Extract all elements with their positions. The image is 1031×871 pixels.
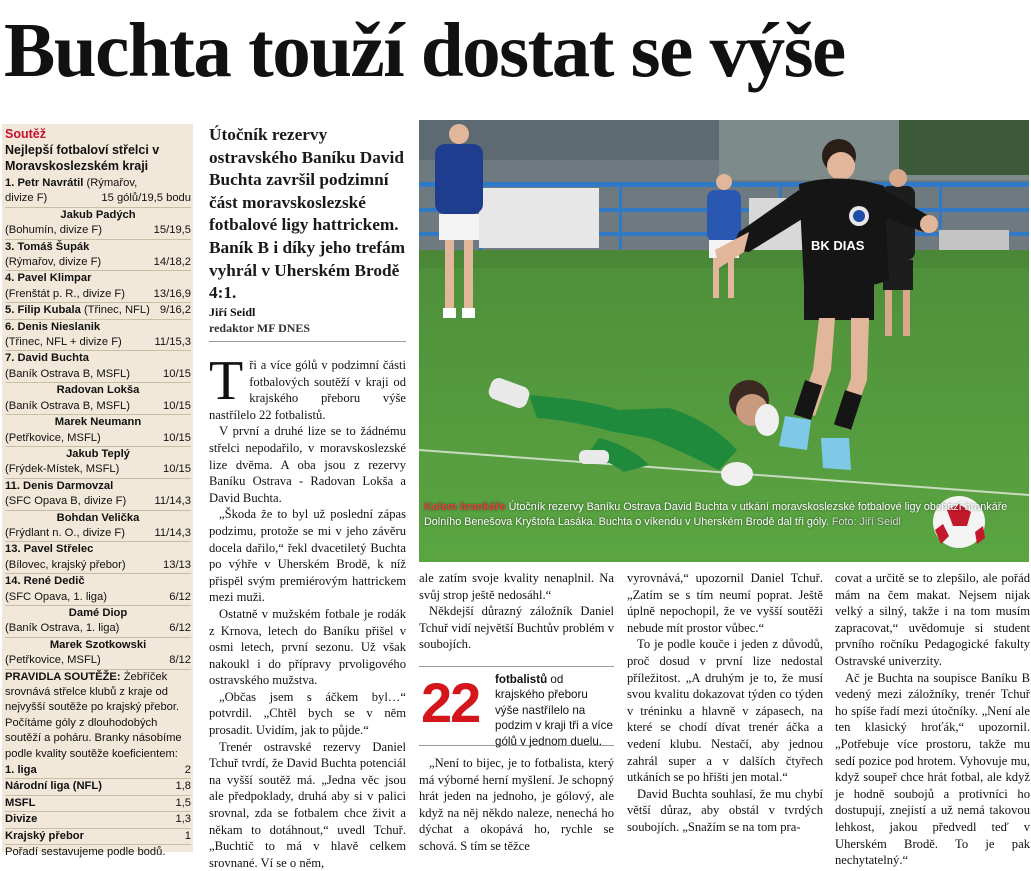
caption-lead: Kolem brankáře (424, 501, 506, 513)
scorer-entry (5, 606, 191, 638)
scorer-club: (Třinec, NFL) (80, 304, 150, 317)
scorer-name: 4. Pavel Klimpar (5, 272, 92, 285)
paragraph (209, 350, 406, 423)
byline (209, 304, 406, 336)
scorer-score: 6/12 (169, 590, 191, 603)
fact-number: 22 (421, 671, 480, 734)
rules-body: Żebříček srovnává střelce klubů z kraje od nejvyšší soutěže po krajský přebor. Počítáme góly z dlouhodobých soutěží a poháru. Branky násobíme podle kvality soutěže koeficientem: (5, 670, 182, 760)
coefficient-league: Národní liga (NFL) (5, 780, 102, 793)
scorer-entry (5, 574, 191, 606)
scorer-score: 10/15 (163, 367, 191, 380)
scorer-entry (5, 415, 191, 447)
paragraph: To je podle kouče i jeden z důvodů, proč dosud v první lize nedostal příležitost. „A druhým je to, že musí svou kvalitu dokazovat týden co týden v tréninku a hlavně v zápasech, na které se chodí dívat trenér áčka a vedení klubu. Nestačí, aby jednou zahrál super a v dalších čtyřech utkáních se po hřišti jen motal.“ (627, 637, 823, 785)
scorer-score: 13/13 (163, 558, 191, 571)
paragraph: „Škoda že to byl už poslední zápas podzimu, protože se mi v jeho závěru docela dařilo,“ řekl dvacetiletý Buchta po výhře v Uherském Brodě, k níž přispěl svým premiérovým hattrickem mezi muži. (209, 507, 406, 605)
coefficient-value: 2 (184, 764, 191, 777)
scorer-name: Damé Diop (68, 606, 128, 619)
scorer-club: (SFC Opava B, divize F) (5, 495, 127, 508)
scorers-sidebar (2, 124, 193, 859)
article-column-3 (627, 570, 823, 852)
scorer-entry (5, 638, 191, 670)
scorer-name: Marek Neumann (54, 416, 142, 429)
match-photo (419, 120, 1029, 562)
coefficient-value: 1,5 (175, 796, 191, 809)
scorer-score: 10/15 (163, 431, 191, 444)
scorer-entry (5, 208, 191, 240)
rules-heading: PRAVIDLA SOUTĚŽE: (5, 670, 121, 683)
sidebar-label: Soutěž (5, 127, 46, 141)
scorer-entry (5, 271, 191, 303)
scorer-entry (5, 176, 191, 208)
scorer-name: Jakub Padých (60, 208, 136, 221)
scorer-score: 11/14,3 (154, 526, 191, 539)
scorer-entry (5, 479, 191, 511)
author-name: Jiří Seidl (209, 305, 256, 319)
fact-body: od krajského přeboru výše nastřílelo na podzim v kraji tři a více gólů v jednom duelu. (495, 673, 613, 748)
sidebar-footer: Pořadí sestavujeme podle bodů. (5, 846, 166, 859)
headline: Buchta touží dostat se výše (4, 7, 845, 93)
paragraph: V první a druhé lize se to žádnému střelci nepodařilo, v moravskoslezské lize dvěma. A oba jsou z rezervy Baníku Ostrava - Radovan Lokša a David Buchta. (209, 424, 406, 505)
scorer-name: 1. Petr Navrátil (5, 177, 84, 189)
scorer-score: 13/16,9 (153, 287, 191, 300)
scorer-entry (5, 511, 191, 543)
scorer-club: (SFC Opava, 1. liga) (5, 590, 107, 603)
paragraph: ale zatím svoje kvality nenaplnil. Na svůj strop ještě nedosáhl.“ (419, 571, 614, 602)
scorer-name: 14. René Dedič (5, 575, 85, 588)
drop-cap: T (209, 350, 244, 412)
scorer-name: 6. Denis Nieslanik (5, 320, 101, 333)
scorer-club: (Bílovec, krajský přebor) (5, 558, 126, 571)
scorer-club: divize F) (5, 192, 48, 205)
coefficient-league: Divize (5, 813, 38, 826)
scorer-club: (Baník Ostrava B, MSFL) (5, 367, 130, 380)
coefficient-league: Krajský přebor (5, 829, 84, 842)
scorer-score: 15 gólů/19,5 bodu (101, 192, 191, 205)
scorer-score: 15/19,5 (153, 224, 191, 237)
paragraph: David Buchta souhlasí, že mu chybí větší důraz, aby obstál v tvrdých soubojích. „Snažím se na tom pra- (627, 786, 823, 834)
coefficient-row (5, 779, 191, 795)
scorer-score: 14/18,2 (153, 256, 191, 269)
scorer-club: (Rýmařov, divize F) (5, 256, 102, 269)
scorer-score: 11/14,3 (154, 495, 191, 508)
coefficient-table (5, 763, 191, 845)
sidebar-title: Nejlepší fotbaloví střelci v Moravskoslezském kraji (5, 143, 160, 173)
fact-bold: fotbalistů (495, 673, 548, 686)
scorer-entry (5, 447, 191, 479)
photo-credit: Foto: Jiří Seidl (828, 516, 901, 528)
rules-text (5, 670, 191, 762)
scorer-name: Marek Szotkowski (49, 638, 147, 651)
scorer-club: (Frenštát p. R., divize F) (5, 287, 125, 300)
scorer-club: (Frýdlant n. O., divize F) (5, 526, 125, 539)
scorer-club: (Rýmařov, (83, 177, 138, 189)
scorer-club: (Baník Ostrava, 1. liga) (5, 622, 120, 635)
coefficient-row (5, 796, 191, 812)
scorer-club: (Třinec, NFL + divize F) (5, 336, 122, 349)
ad-board (479, 188, 599, 248)
paragraph: „Občas jsem s áčkem byl…“ potvrdil. „Chtěl bych se v něm prosadit. Uvidím, jak to půjde.“ (209, 689, 406, 738)
coefficient-row (5, 763, 191, 779)
scorer-name: 7. David Buchta (5, 352, 89, 365)
article-column-1 (209, 350, 406, 870)
scorer-club: (Bohumín, divize F) (5, 224, 102, 237)
scorer-entry (5, 303, 191, 319)
coefficient-row (5, 812, 191, 828)
paragraph: Trenér ostravské rezervy Daniel Tchuř tvrdí, že David Buchta potenciál na vyšší soutěž má. „Jedna věc jsou ale předpoklady, druhá aby si v palici srovnal, zda se fotbalem chce živit a někam to dotáhnout,“ uvedl Tchuř. „Buchtič to má v hlavě celkem srovnané. Ví se o něm, (209, 739, 406, 870)
coefficient-value: 1 (184, 829, 191, 842)
caption-text: Útočník rezervy Baníku Ostrava David Buchta v utkání moravskoslezské fotbalové ligy obchází brankáře Dolního Benešova Kryštofa Lasáka. Buchta o víkendu v Uherském Brodě dal tři góly. (424, 501, 1008, 528)
scorer-score: 11/15,3 (154, 336, 191, 349)
scorer-entry (5, 320, 191, 352)
scorer-club: (Frýdek-Místek, MSFL) (5, 463, 120, 476)
coefficient-value: 1,8 (175, 780, 191, 793)
paragraph: Ostatně v mužském fotbale je rodák z Krnova, letech do Baníku přišel v osmi letech, první sezonu. Už však nakoukl i do přípravy prvoligového ostravského mužstva. (209, 606, 406, 688)
paragraph: covat a určitě se to zlepšilo, ale pořád mám na čem makat. Nejsem nijak velký a silný, takže i na tom musím zapracovat,“ uvědomuje si student prvního ročníku Pedagogické fakulty Ostravské univerzity. (835, 571, 1030, 668)
fact-box (419, 666, 614, 746)
jersey-sponsor: BK DIAS (811, 238, 865, 253)
author-role: redaktor MF DNES (209, 321, 311, 335)
paragraph: Někdejší důrazný záložník Daniel Tchuř vidí největší Buchtův problém v soubojích. (419, 604, 614, 652)
coefficient-value: 1,3 (175, 813, 191, 826)
scorer-score: 8/12 (169, 654, 191, 667)
coefficient-league: 1. liga (5, 764, 37, 777)
scorer-score: 10/15 (163, 399, 191, 412)
fact-text (495, 672, 613, 749)
scorer-name: Jakub Teplý (66, 447, 130, 460)
scorer-score: 10/15 (163, 463, 191, 476)
scorer-entry (5, 383, 191, 415)
scorer-name: 5. Filip Kubala (5, 304, 81, 317)
scorer-score: 6/12 (169, 622, 191, 635)
paragraph: vyrovnává,“ upozornil Daniel Tchuř. „Zatím se s tím neumí poprat. Ještě úplně nepochopil, že ve vyšší soutěži nebude mít prostor vůbec.“ (627, 571, 823, 635)
scorer-entry (5, 240, 191, 272)
scorer-name: 11. Denis Darmovzal (5, 479, 114, 492)
scorer-entry (5, 542, 191, 574)
coefficient-league: MSFL (5, 796, 36, 809)
paragraph-text: ři a více gólů v podzimní části fotbalových soutěží v kraji od krajského přeboru výše nastřílelo 22 fotbalistů. (209, 358, 406, 422)
scorer-entry (5, 351, 191, 383)
paragraph: Ač je Buchta na soupisce Baníku B vedený mezi záložníky, trenér Tchuř ho spíše řadí mezi útočníky. „Není ale ten klasický hroťák,“ upozornil. „Potřebuje více prostoru, takže mu sedí pozice pod hrotem. Vyhovuje mu, když soupeř chce hrát fotbal, ale když je hodně soubojů a protivníci ho dostupují, znejistí a už nemá takovou lehkost, jakou předvedl teď v Uherském Brodě. To je pak nechytatelný.“ (835, 670, 1030, 868)
photo-illustration (419, 120, 1029, 562)
article-lead: Útočník rezervy ostravského Baníku David Buchta završil podzimní část moravskoslezské fotbalové ligy hattrickem. Baník B i díky jeho trefám vyhrál v Uherském Brodě 4:1. (209, 125, 406, 303)
scorer-name: Radovan Lokša (56, 384, 140, 397)
article-column-4 (835, 570, 1030, 868)
divider (209, 341, 406, 342)
scorer-club: (Petřkovice, MSFL) (5, 654, 101, 667)
scorer-name: 3. Tomáš Šupák (5, 240, 90, 253)
paragraph: „Není to bijec, je to fotbalista, který má výborné herní myšlení. Je schopný hrát jeden na jednoho, je gólový, ale když na něj někdo naleze, nenechá ho dýchat a okopává ho, rychle se schová. S tím se těžce (419, 755, 614, 853)
scorer-name: Bohdan Velička (56, 511, 140, 524)
coefficient-row (5, 829, 191, 845)
scorer-name: 13. Pavel Střelec (5, 543, 94, 556)
photo-caption (424, 500, 1019, 530)
scorer-club: (Baník Ostrava B, MSFL) (5, 399, 130, 412)
scorer-score: 9/16,2 (159, 304, 191, 317)
scorer-club: (Petřkovice, MSFL) (5, 431, 101, 444)
